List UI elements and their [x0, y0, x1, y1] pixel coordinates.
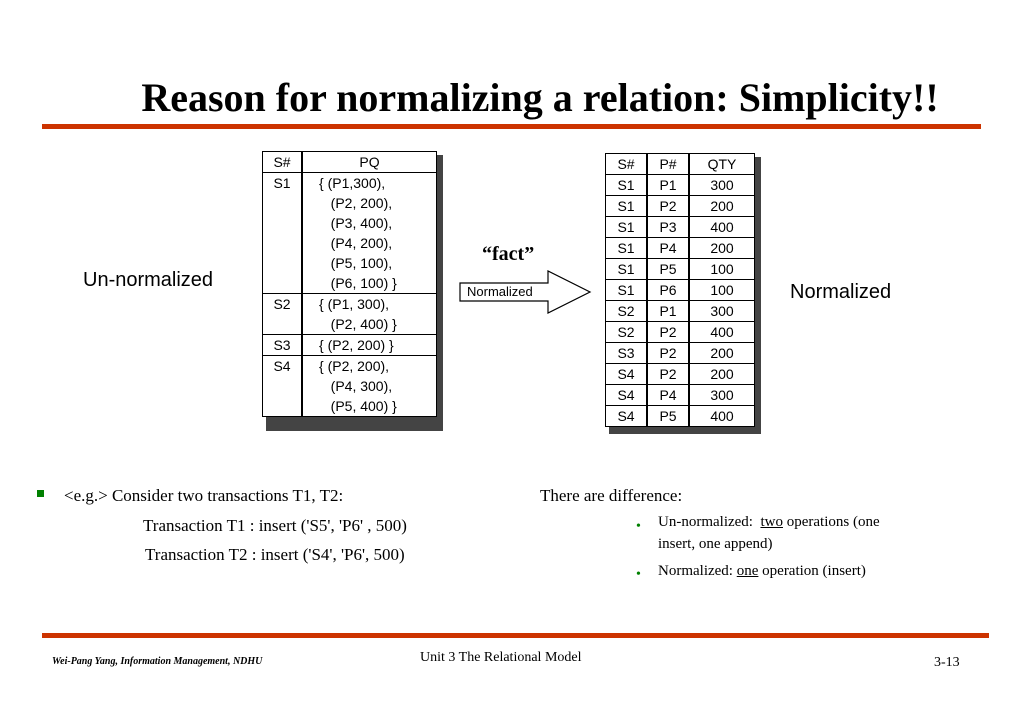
cell-supplier: S1 — [263, 173, 303, 194]
table-cell: S3 — [606, 343, 648, 364]
table-row — [606, 238, 755, 259]
cell-supplier — [263, 193, 303, 213]
unnormalized-label: Un-normalized — [83, 269, 214, 291]
table-header-row — [263, 152, 437, 173]
item2-emphasis: one — [736, 563, 759, 579]
cell-pq: { (P2, 200), — [302, 356, 437, 377]
table-row — [606, 406, 755, 427]
normalized-label: Normalized — [790, 281, 892, 303]
table-cell: 200 — [689, 343, 755, 364]
table-row — [263, 193, 437, 213]
cell-supplier — [263, 273, 303, 294]
table-cell: P6 — [647, 280, 689, 301]
table-cell: P2 — [647, 322, 689, 343]
table-cell: P1 — [647, 175, 689, 196]
unnormalized-table — [262, 151, 437, 417]
header-cell: P# — [647, 154, 689, 175]
cell-pq: (P5, 400) } — [319, 398, 397, 414]
difference-item-normalized — [658, 563, 866, 580]
cell-supplier: S3 — [263, 335, 303, 356]
table-row — [263, 335, 437, 356]
table-cell: 400 — [689, 406, 755, 427]
table-cell: S2 — [606, 301, 648, 322]
table-cell: S1 — [606, 175, 648, 196]
table-cell: S1 — [606, 238, 648, 259]
table-row — [606, 259, 755, 280]
table-row — [606, 196, 755, 217]
table-cell: S1 — [606, 217, 648, 238]
cell-supplier — [263, 376, 303, 396]
slide-title: Reason for normalizing a relation: Simplicity!! — [141, 75, 939, 120]
cell-pq: (P3, 400), — [319, 215, 393, 231]
bullet-square-icon — [37, 490, 44, 497]
transaction-t1: Transaction T1 : insert ('S5', 'P6' , 500) — [143, 516, 407, 535]
table-cell: 200 — [689, 364, 755, 385]
table-cell: 200 — [689, 238, 755, 259]
table-row — [263, 356, 437, 377]
cell-pq: { (P1, 300), — [302, 294, 437, 315]
cell-supplier: S2 — [263, 294, 303, 315]
transaction-t2: Transaction T2 : insert ('S4', 'P6', 500) — [145, 545, 405, 564]
difference-heading: There are difference: — [540, 486, 683, 505]
table-cell: P2 — [647, 364, 689, 385]
table-cell: S4 — [606, 385, 648, 406]
table-row — [263, 294, 437, 315]
table-cell: S1 — [606, 259, 648, 280]
header-cell-pq: PQ — [302, 152, 437, 173]
table-row — [606, 364, 755, 385]
item2-suffix: operation (insert) — [758, 563, 866, 579]
cell-pq: (P4, 300), — [319, 378, 393, 394]
table-cell: S4 — [606, 406, 648, 427]
item1-prefix: Un-normalized: — [658, 514, 761, 530]
cell-pq: (P6, 100) } — [319, 275, 397, 291]
table-row — [606, 280, 755, 301]
table-row — [606, 301, 755, 322]
table-cell: 400 — [689, 217, 755, 238]
fact-label: “fact” — [482, 243, 535, 265]
table-row — [263, 314, 437, 335]
title-rule — [42, 124, 981, 129]
cell-pq: (P5, 100), — [319, 255, 393, 271]
table-cell: P5 — [647, 259, 689, 280]
table-cell: P4 — [647, 385, 689, 406]
cell-supplier — [263, 213, 303, 233]
table-row — [606, 385, 755, 406]
normalized-table — [605, 153, 755, 427]
cell-supplier — [263, 253, 303, 273]
table-cell: P1 — [647, 301, 689, 322]
table-cell: S1 — [606, 196, 648, 217]
difference-item-unnormalized-line2: insert, one append) — [658, 536, 773, 552]
example-intro: <e.g.> Consider two transactions T1, T2: — [64, 486, 344, 505]
table-cell: 400 — [689, 322, 755, 343]
table-cell: P5 — [647, 406, 689, 427]
footer-author: Wei-Pang Yang, Information Management, NDHU — [52, 656, 263, 667]
table-cell: 100 — [689, 280, 755, 301]
table-cell: S4 — [606, 364, 648, 385]
footer-rule — [42, 633, 989, 638]
cell-pq: (P4, 200), — [319, 235, 393, 251]
header-cell: QTY — [689, 154, 755, 175]
table-header-row — [606, 154, 755, 175]
bullet-dot-icon: • — [636, 519, 641, 534]
header-cell: S# — [606, 154, 648, 175]
item2-prefix: Normalized: — [658, 563, 737, 579]
table-row — [263, 233, 437, 253]
table-row — [263, 253, 437, 273]
cell-pq: { (P2, 200) } — [302, 335, 437, 356]
header-cell-s: S# — [263, 152, 303, 173]
table-row — [263, 273, 437, 294]
footer-page-number: 3-13 — [934, 655, 960, 670]
bullet-dot-icon: • — [636, 567, 641, 582]
table-cell: P2 — [647, 196, 689, 217]
cell-supplier — [263, 396, 303, 417]
table-row — [606, 217, 755, 238]
table-row — [606, 322, 755, 343]
table-cell: P4 — [647, 238, 689, 259]
cell-supplier — [263, 233, 303, 253]
table-cell: S2 — [606, 322, 648, 343]
table-cell: 300 — [689, 385, 755, 406]
table-row — [606, 343, 755, 364]
cell-pq: (P2, 200), — [319, 195, 393, 211]
cell-supplier — [263, 314, 303, 335]
table-cell: 300 — [689, 301, 755, 322]
table-cell: P2 — [647, 343, 689, 364]
table-cell: 200 — [689, 196, 755, 217]
cell-pq: (P2, 400) } — [319, 316, 397, 332]
table-cell: P3 — [647, 217, 689, 238]
item1-suffix: operations (one — [782, 514, 880, 530]
table-cell: S1 — [606, 280, 648, 301]
cell-pq: { (P1,300), — [319, 175, 386, 191]
arrow-label: Normalized — [467, 284, 533, 299]
table-cell: 100 — [689, 259, 755, 280]
table-cell: 300 — [689, 175, 755, 196]
difference-item-unnormalized — [658, 514, 880, 531]
footer-unit: Unit 3 The Relational Model — [420, 650, 582, 665]
cell-supplier: S4 — [263, 356, 303, 377]
table-row — [263, 173, 437, 194]
item1-emphasis: two — [760, 514, 783, 530]
table-row — [263, 376, 437, 396]
table-row — [606, 175, 755, 196]
table-row — [263, 396, 437, 417]
table-row — [263, 213, 437, 233]
